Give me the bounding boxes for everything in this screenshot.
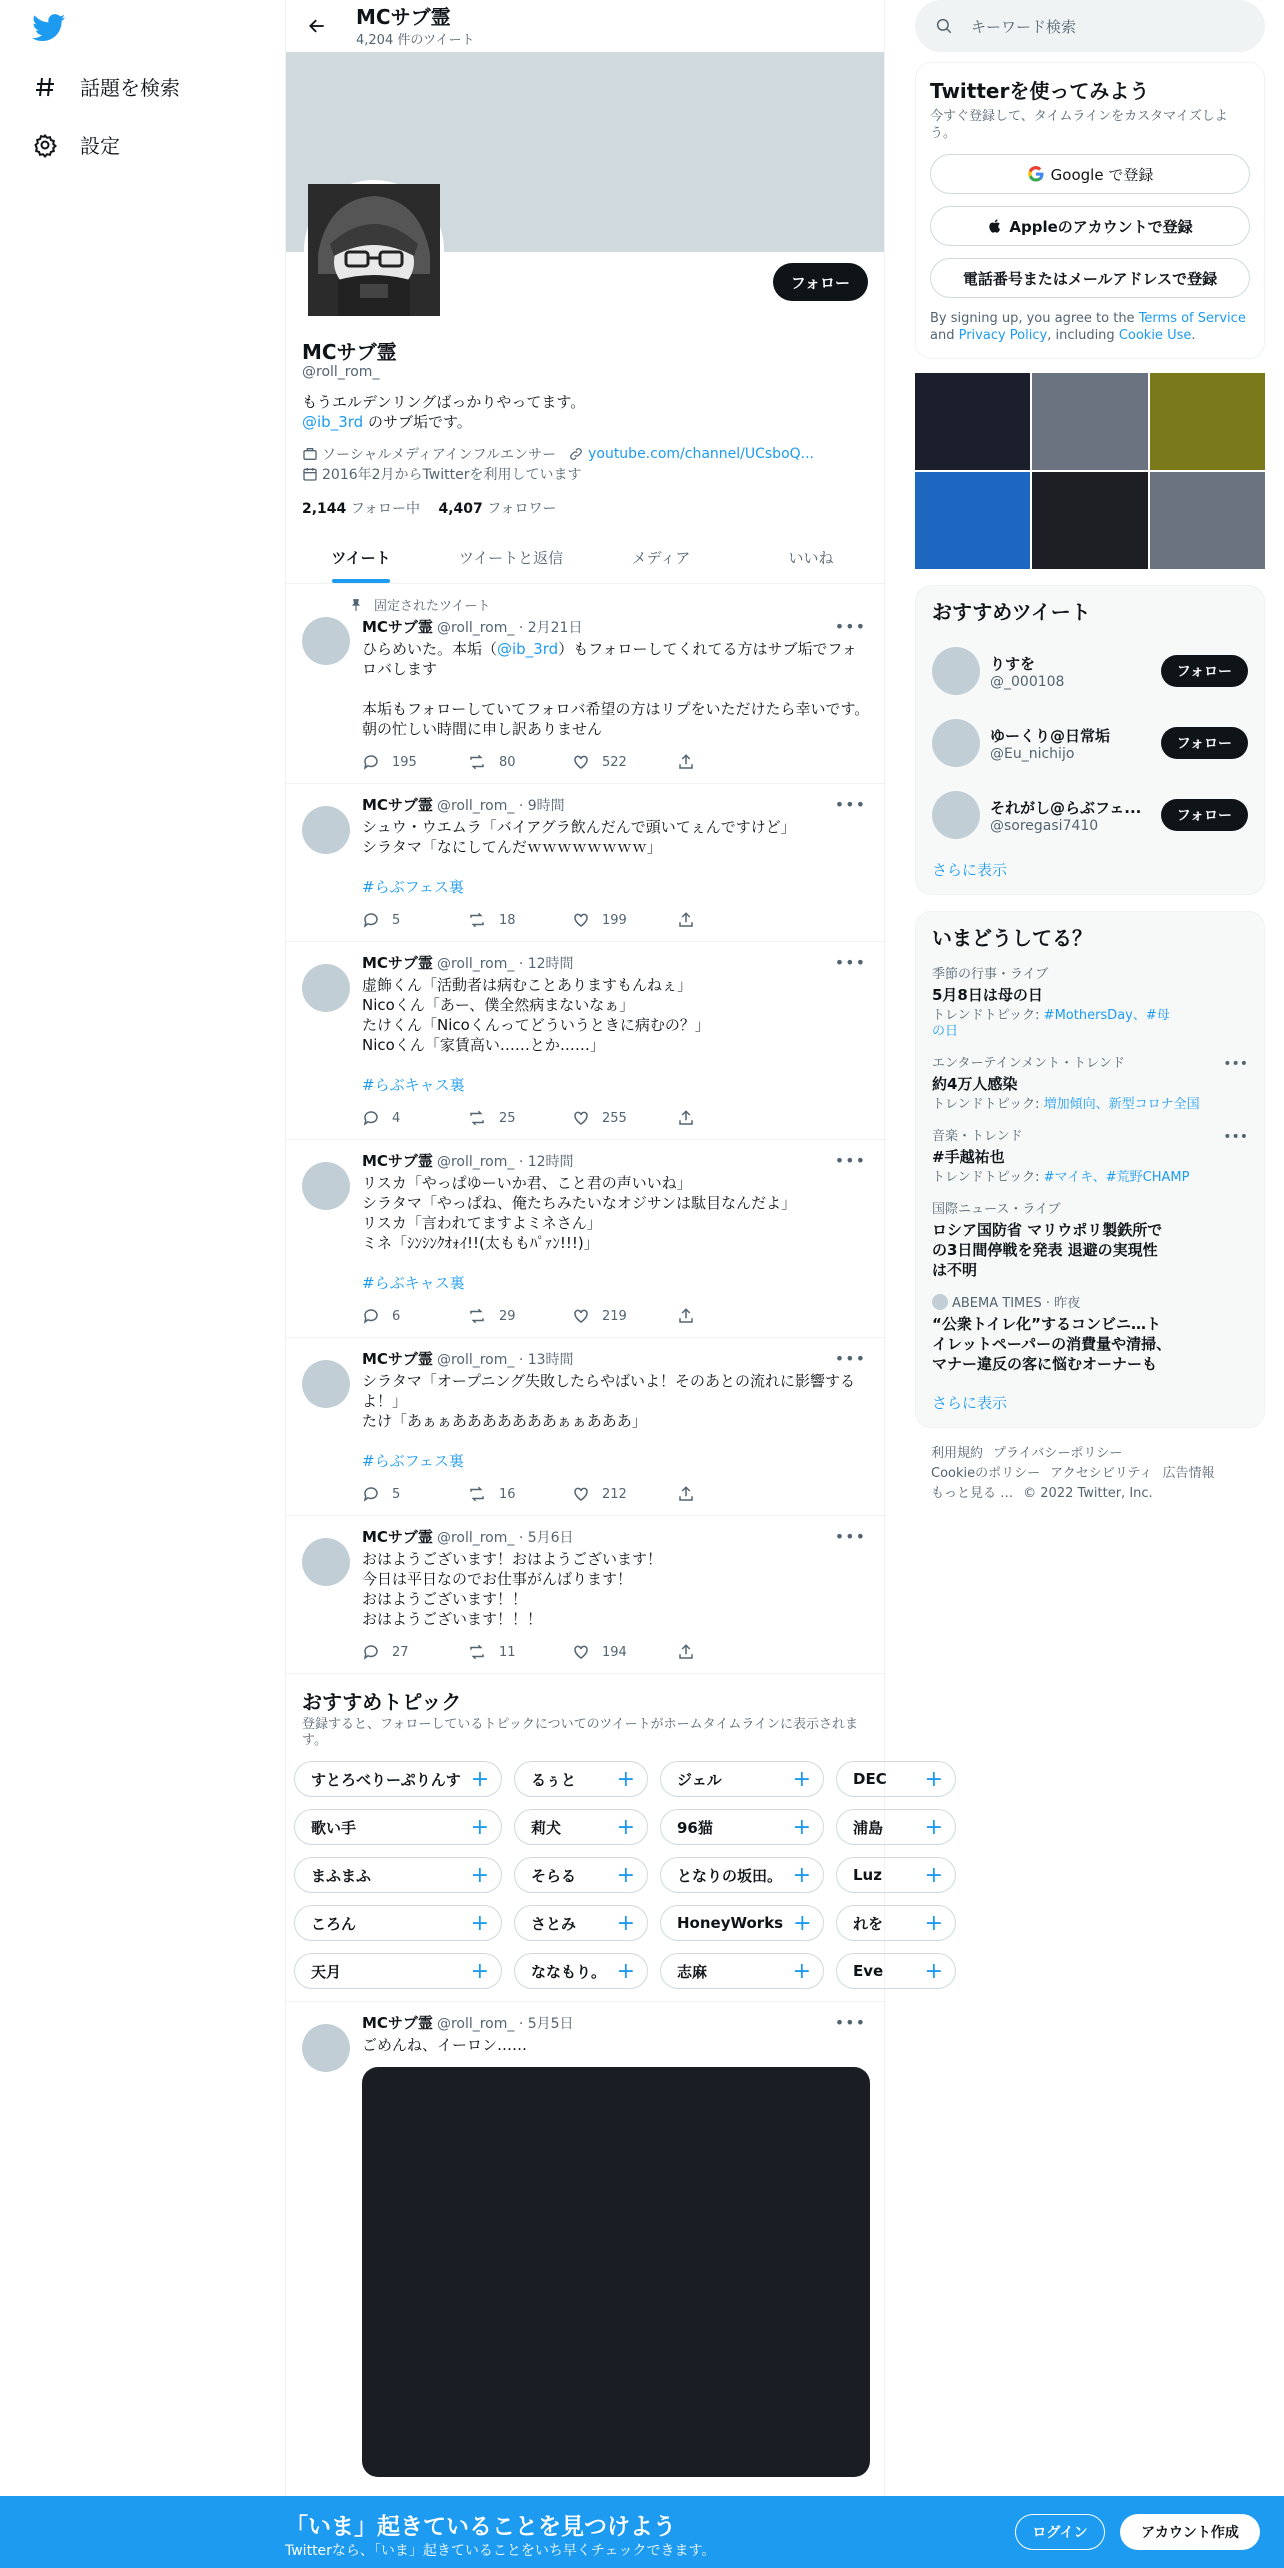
more-icon[interactable]: ••• [834, 2013, 866, 2032]
reply-button[interactable]: 5 [362, 911, 467, 929]
nav-explore-label: 話題を検索 [80, 76, 180, 100]
retweet-button[interactable]: 80 [467, 753, 572, 771]
reply-button[interactable]: 5 [362, 1485, 467, 1503]
hashtag-icon [32, 74, 58, 100]
tweet[interactable] [286, 942, 886, 1140]
share-icon [677, 1307, 695, 1325]
more-icon[interactable]: ••• [834, 1527, 866, 1546]
topics-subtitle: 登録すると、フォローしているトピックについてのツイートがホームタイムラインに表示されます。 [302, 1717, 859, 1748]
profile-meta-row [302, 444, 814, 464]
bio-link[interactable]: @ib_3rd [302, 413, 364, 431]
profile-category: ソーシャルメディアインフルエンサー [322, 447, 557, 463]
media-thumb[interactable] [1150, 472, 1265, 569]
avatar[interactable] [302, 806, 350, 854]
more-icon[interactable]: ••• [1223, 1056, 1248, 1072]
heart-icon [572, 1643, 590, 1661]
tweet-meta: @roll_rom_ · 5月5日 [436, 2015, 574, 2032]
plus-icon: + [924, 1814, 943, 1840]
plus-icon: + [616, 1862, 635, 1888]
more-icon[interactable]: ••• [834, 1349, 866, 1368]
media-thumb[interactable] [1032, 472, 1147, 569]
hashtag-link[interactable]: #らぶフェス裏 [362, 878, 464, 896]
trend-item[interactable]: ABEMA TIMES · 昨夜 “公衆トイレ化”するコンビニ…トイレットペーパーの消費量や清掃、マナー違反の客に悩むオーナーも [932, 1292, 1248, 1374]
trend-item[interactable]: 国際ニュース・ライブ ロシア国防省 マリウポリ製鉄所での3日間停戦を発表 退避の実現性は不明 [932, 1202, 1163, 1279]
trends-section [915, 911, 1265, 1428]
footer-links [915, 1444, 1265, 1504]
who-to-follow-title: おすすめツイート [932, 600, 1091, 624]
bio-line2: のサブ垢です。 [363, 413, 472, 431]
topic-chip[interactable]: ジェル + [660, 1761, 824, 1797]
plus-icon: + [792, 1814, 811, 1840]
avatar[interactable] [932, 647, 980, 695]
avatar[interactable] [932, 791, 980, 839]
tweet-actions [362, 1485, 782, 1503]
plus-icon: + [470, 1814, 489, 1840]
follow-user-button[interactable]: フォロー [1161, 727, 1248, 759]
plus-icon: + [470, 1862, 489, 1888]
tweet-mention[interactable]: @ib_3rd [497, 640, 559, 658]
more-icon[interactable]: ••• [834, 1151, 866, 1170]
share-icon [677, 911, 695, 929]
who-to-follow [915, 585, 1265, 895]
retweet-icon [467, 1643, 487, 1661]
news-source-avatar [932, 1294, 948, 1310]
profile-joined-row [302, 464, 581, 484]
media-thumb[interactable] [1150, 373, 1265, 470]
topic-chip[interactable]: 歌い手 + [294, 1809, 502, 1845]
share-button[interactable] [677, 1643, 782, 1661]
share-button[interactable] [677, 753, 782, 771]
followers-link[interactable]: 4,407 フォロワー [438, 501, 557, 517]
topics-section [286, 1674, 943, 2002]
right-sidebar [915, 0, 1265, 1504]
heart-icon [572, 911, 590, 929]
suggested-user[interactable]: ゆーくり@日常垢 @Eu_nichijo フォロー [932, 707, 1248, 779]
trend-item[interactable]: 音楽・トレンド #手越祐也 トレンドトピック: #マイキ、#荒野CHAMP ••• [932, 1129, 1248, 1185]
tweet-text: シラタマ「オープニング失敗したらやばいよ！そのあとの流れに影響するよ！」 たけ「あぁぁあああああああぁぁあああ」 #らぶフェス裏 [362, 1372, 856, 1470]
profile-joined: 2016年2月からTwitterを利用しています [322, 467, 582, 483]
gear-icon [32, 132, 58, 158]
suggested-user[interactable]: りすを @_000108 フォロー [932, 635, 1248, 707]
topic-chip[interactable]: DEC + [836, 1761, 956, 1797]
tweet-meta: @roll_rom_ · 2月21日 [436, 619, 583, 636]
topic-chip[interactable]: そらる + [514, 1857, 648, 1893]
tweet[interactable] [286, 1338, 886, 1516]
reply-button[interactable]: 27 [362, 1643, 467, 1661]
tweet[interactable] [286, 1516, 886, 1674]
tweet-author[interactable]: MCサブ霊 [362, 796, 433, 814]
topic-chip[interactable]: さとみ + [514, 1905, 648, 1941]
tweet-author[interactable]: MCサブ霊 [362, 1350, 433, 1368]
pinned-label: 固定されたツイート [348, 595, 870, 614]
profile-bio [302, 392, 862, 432]
tweet-meta: @roll_rom_ · 13時間 [436, 1351, 574, 1368]
privacy-link[interactable]: Privacy Policy [958, 328, 1048, 343]
topic-chip[interactable]: すとろべりーぷりんす + [294, 1761, 502, 1797]
tweet[interactable] [286, 2002, 886, 2489]
profile-handle: @roll_rom_ [302, 364, 380, 380]
avatar[interactable] [302, 617, 350, 665]
reply-icon [362, 753, 380, 771]
tweet-count: 4,204 件のツイート [356, 32, 475, 48]
following-link[interactable]: 2,144 フォロー中 [302, 501, 421, 517]
tweet-text: 虚飾くん「活動者は病むことありますもんねぇ」 Nicoくん「あー、僕全然病まないなぁ」 たけくん「Nicoくんってどういうときに病むの？」 Nicoくん「家賃高い……とか……」 #らぶキャス裏 [362, 976, 710, 1094]
heart-icon [572, 1307, 590, 1325]
tweet-meta: @roll_rom_ · 9時間 [436, 797, 565, 814]
trend-item[interactable]: エンターテインメント・トレンド 約4万人感染 トレンドトピック: 増加傾向、新型コロナ全国 ••• [932, 1056, 1248, 1112]
show-more-link[interactable]: さらに表示 [932, 861, 1008, 879]
plus-icon: + [616, 1910, 635, 1936]
like-button[interactable]: 194 [572, 1643, 677, 1661]
share-icon [677, 1109, 695, 1127]
avatar[interactable] [302, 1162, 350, 1210]
tweet-author[interactable]: MCサブ霊 [362, 1152, 433, 1170]
retweet-button[interactable]: 16 [467, 1485, 572, 1503]
avatar[interactable] [302, 2024, 350, 2072]
tos-link[interactable]: Terms of Service [1138, 311, 1246, 326]
search-placeholder: キーワード検索 [971, 17, 1077, 36]
reply-icon [362, 1109, 380, 1127]
retweet-icon [467, 1485, 487, 1503]
profile-url[interactable]: youtube.com/channel/UCsboQ... [588, 446, 815, 462]
follow-user-button[interactable]: フォロー [1161, 655, 1248, 687]
tweet[interactable] [286, 784, 886, 942]
retweet-icon [467, 753, 487, 771]
hashtag-link[interactable]: #らぶキャス裏 [362, 1076, 465, 1094]
tweet-meta: @roll_rom_ · 5月6日 [436, 1529, 574, 1546]
nav-settings[interactable] [32, 130, 120, 159]
login-button[interactable]: ログイン [1015, 2514, 1105, 2550]
like-button[interactable]: 255 [572, 1109, 677, 1127]
heart-icon [572, 1485, 590, 1503]
topic-chip[interactable]: となりの坂田。 + [660, 1857, 824, 1893]
tweet-media-image[interactable] [362, 2067, 870, 2477]
retweet-button[interactable]: 25 [467, 1109, 572, 1127]
phone-signup-button[interactable]: 電話番号またはメールアドレスで登録 [930, 258, 1250, 298]
signup-legal: By signing up, you agree to the Terms of Service and Privacy Policy, including Cookie Use. [930, 311, 1246, 343]
tweet-actions [362, 911, 782, 929]
topic-chip[interactable]: 96猫 + [660, 1809, 824, 1845]
signup-card [915, 62, 1265, 359]
profile-column [285, 0, 943, 2568]
tweet-actions [362, 1643, 782, 1661]
briefcase-icon [302, 446, 318, 462]
plus-icon: + [792, 1862, 811, 1888]
pin-icon [348, 598, 364, 612]
like-button[interactable]: 199 [572, 911, 677, 929]
like-button[interactable]: 522 [572, 753, 677, 771]
plus-icon: + [793, 1910, 812, 1936]
banner-subtitle: Twitterなら、「いま」起きていることをいち早くチェックできます。 [285, 2543, 716, 2559]
copyright: © 2022 Twitter, Inc. [1023, 1486, 1153, 1501]
banner-title: 「いま」起きていることを見つけよう [285, 2514, 676, 2540]
tweet-meta: @roll_rom_ · 12時間 [436, 955, 574, 972]
tweet-author[interactable]: MCサブ霊 [362, 1528, 433, 1546]
apple-signup-button[interactable]: Appleのアカウントで登録 [930, 206, 1250, 246]
more-icon[interactable]: ••• [834, 795, 866, 814]
profile-stats [302, 498, 557, 518]
media-thumb[interactable] [1032, 373, 1147, 470]
tweet-text: シュウ・ウエムラ「バイアグラ飲んだんで頭いてぇんですけど」 シラタマ「なにしてんだｗｗｗｗｗｗｗｗ」 #らぶフェス裏 [362, 818, 796, 896]
retweet-button[interactable]: 29 [467, 1307, 572, 1325]
tweet-text: ごめんね、イーロン…… [362, 2036, 528, 2054]
more-icon[interactable]: ••• [834, 953, 866, 972]
tweet-timeline [286, 585, 943, 2489]
plus-icon: + [792, 1958, 811, 1984]
hashtag-link[interactable]: #らぶキャス裏 [362, 1274, 465, 1292]
avatar[interactable] [302, 1360, 350, 1408]
reply-icon [362, 1643, 380, 1661]
share-icon [677, 1643, 695, 1661]
trends-title: いまどうしてる？ [932, 926, 1092, 950]
topic-chip[interactable]: るぅと + [514, 1761, 648, 1797]
footer-link[interactable]: 広告情報 [1162, 1466, 1215, 1481]
tweet-actions [362, 1109, 782, 1127]
hashtag-link[interactable]: #らぶフェス裏 [362, 1452, 464, 1470]
more-icon[interactable]: ••• [1223, 1129, 1248, 1145]
left-nav [0, 0, 285, 2568]
tweet-text: ひらめいた。本垢（@ib_3rd）もフォローしてくれてる方はサブ垢でフォロバします 本垢もフォローしていてフォロバ希望の方はリプをいただけたら幸いです。朝の忙しい時間に申し訳ありません [362, 640, 870, 738]
reply-icon [362, 911, 380, 929]
back-arrow-icon[interactable] [300, 9, 334, 43]
avatar[interactable] [302, 964, 350, 1012]
tweet-meta: @roll_rom_ · 12時間 [436, 1153, 574, 1170]
tweet-author[interactable]: MCサブ霊 [362, 954, 433, 972]
plus-icon: + [924, 1862, 943, 1888]
retweet-button[interactable]: 18 [467, 911, 572, 929]
nav-settings-label: 設定 [80, 134, 120, 158]
google-icon [1027, 165, 1045, 183]
tweet-actions [362, 753, 782, 771]
tab-tweets[interactable]: ツイート [286, 532, 436, 583]
topic-chip[interactable]: まふまふ + [294, 1857, 502, 1893]
footer-link[interactable]: Cookieのポリシー [931, 1466, 1041, 1481]
show-more-link[interactable]: さらに表示 [932, 1394, 1008, 1412]
share-button[interactable] [677, 1485, 782, 1503]
plus-icon: + [616, 1814, 635, 1840]
topic-chip[interactable]: 天月 + [294, 1953, 502, 1989]
signup-title: Twitterを使ってみよう [930, 79, 1150, 103]
profile-name: MCサブ霊 [302, 340, 397, 364]
footer-link[interactable]: プライバシーポリシー [993, 1446, 1123, 1461]
signup-desc: 今すぐ登録して、タイムラインをカスタマイズしよう。 [930, 109, 1228, 141]
reply-icon [362, 1485, 380, 1503]
profile-tabs [286, 532, 886, 584]
media-thumb[interactable] [915, 472, 1030, 569]
plus-icon: + [924, 1766, 943, 1792]
retweet-icon [467, 1109, 487, 1127]
plus-icon: + [924, 1958, 943, 1984]
calendar-icon [302, 466, 318, 482]
link-icon [568, 446, 584, 462]
tweet-text: おはようございます！おはようございます！ 今日は平日なのでお仕事がんばります！ おはようございます！！ おはようございます！！！ [362, 1550, 663, 1628]
retweet-icon [467, 911, 487, 929]
search-icon [935, 17, 953, 35]
topic-chip[interactable]: Eve + [836, 1953, 956, 1989]
reply-icon [362, 1307, 380, 1325]
plus-icon: + [470, 1910, 489, 1936]
plus-icon: + [470, 1958, 489, 1984]
heart-icon [572, 1109, 590, 1127]
topics-title: おすすめトピック [302, 1690, 462, 1714]
tweet[interactable] [286, 1140, 886, 1338]
retweet-button[interactable]: 11 [467, 1643, 572, 1661]
share-button[interactable] [677, 911, 782, 929]
reply-button[interactable]: 4 [362, 1109, 467, 1127]
plus-icon: + [924, 1910, 943, 1936]
profile-header [286, 0, 884, 52]
trend-item[interactable]: 季節の行事・ライブ 5月8日は母の日 トレンドトピック: #MothersDay、#母の日 [932, 967, 1170, 1039]
more-icon[interactable]: ••• [834, 617, 866, 636]
footer-link[interactable]: アクセシビリティ [1050, 1466, 1153, 1481]
share-button[interactable] [677, 1109, 782, 1127]
tab-media[interactable]: メディア [631, 549, 691, 567]
plus-icon: + [616, 1958, 635, 1984]
footer-link[interactable]: もっと見る … [931, 1486, 1014, 1501]
follow-user-button[interactable]: フォロー [1161, 799, 1248, 831]
like-button[interactable]: 212 [572, 1485, 677, 1503]
topic-chip[interactable]: HoneyWorks + [660, 1905, 824, 1941]
profile-avatar[interactable] [304, 180, 444, 320]
retweet-icon [467, 1307, 487, 1325]
topic-chip[interactable]: れを + [836, 1905, 956, 1941]
avatar[interactable] [302, 1538, 350, 1586]
google-signup-button[interactable]: Google で登録 [930, 154, 1250, 194]
twitter-logo-icon[interactable] [32, 14, 66, 42]
suggested-user[interactable]: それがし@らぶフェ... @soregasi7410 フォロー [932, 779, 1248, 851]
tab-likes[interactable]: いいね [788, 549, 834, 567]
plus-icon: + [616, 1766, 635, 1792]
tweet-text: リスカ「やっぱゆーいか君、こと君の声いいね」 シラタマ「やっぱね、俺たちみたいなオジサンは駄目なんだよ」 リスカ「言われてますよミネさん」 ミネ「ｼﾝｼﾝｸｵｫｲ!!(太ももﾊﾟｧﾝ!!!)」 #らぶキャス裏 [362, 1174, 797, 1292]
tab-replies[interactable]: ツイートと返信 [458, 549, 564, 567]
like-button[interactable]: 219 [572, 1307, 677, 1325]
topic-chip[interactable]: 莉犬 + [514, 1809, 648, 1845]
tweet-author[interactable]: MCサブ霊 [362, 2014, 433, 2032]
reply-button[interactable]: 195 [362, 753, 467, 771]
plus-icon: + [470, 1766, 490, 1792]
bio-line1: もうエルデンリングばっかりやってます。 [302, 393, 586, 411]
nav-explore[interactable] [32, 72, 180, 101]
media-thumb[interactable] [915, 373, 1030, 470]
header-title: MCサブ霊 [356, 4, 451, 29]
follow-button[interactable]: フォロー [773, 263, 868, 301]
apple-icon [987, 217, 1003, 235]
share-icon [677, 753, 695, 771]
tweet-pinned[interactable] [286, 585, 886, 784]
topic-chip[interactable]: 浦島 + [836, 1809, 956, 1845]
footer-link[interactable]: 利用規約 [931, 1446, 984, 1461]
plus-icon: + [792, 1766, 811, 1792]
tweet-author[interactable]: MCサブ霊 [362, 618, 433, 636]
media-grid [915, 373, 1265, 569]
topic-chip[interactable]: Luz + [836, 1857, 956, 1893]
heart-icon [572, 753, 590, 771]
signup-button[interactable]: アカウント作成 [1120, 2514, 1260, 2550]
share-button[interactable] [677, 1307, 782, 1325]
reply-button[interactable]: 6 [362, 1307, 467, 1325]
cookie-link[interactable]: Cookie Use [1118, 328, 1192, 343]
avatar[interactable] [932, 719, 980, 767]
topic-chip[interactable]: ころん + [294, 1905, 502, 1941]
topic-chip[interactable]: 志麻 + [660, 1953, 824, 1989]
tweet-actions [362, 1307, 782, 1325]
search-input[interactable] [915, 0, 1265, 52]
topic-chip[interactable]: ななもり。 + [514, 1953, 648, 1989]
signup-banner [0, 2496, 1284, 2568]
share-icon [677, 1485, 695, 1503]
